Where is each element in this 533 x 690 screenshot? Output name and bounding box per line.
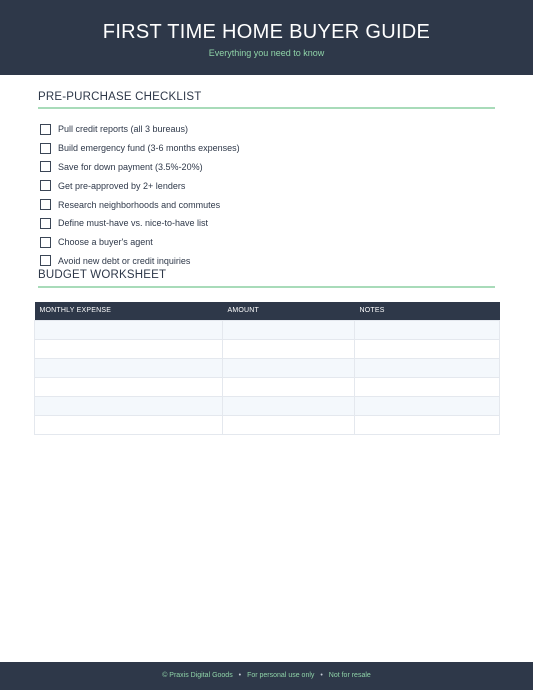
- notes-cell[interactable]: [355, 415, 500, 434]
- page-footer: [0, 662, 533, 690]
- amount-cell[interactable]: [223, 358, 355, 377]
- column-header-monthly-expense: MONTHLY EXPENSE: [35, 302, 223, 320]
- amount-cell[interactable]: [223, 396, 355, 415]
- page-subtitle: Everything you need to know: [208, 48, 325, 58]
- checklist-item[interactable]: [40, 233, 240, 252]
- table-row: [35, 415, 500, 434]
- expense-cell[interactable]: [35, 339, 223, 358]
- checklist-item-label: Get pre-approved by 2+ lenders: [58, 180, 186, 191]
- footer-resale-note: Not for resale: [328, 672, 371, 679]
- checklist-item[interactable]: [40, 176, 240, 195]
- checkbox-icon[interactable]: [40, 218, 51, 229]
- checklist-item-label: Define must-have vs. nice-to-have list: [58, 218, 209, 229]
- footer-usage-note: For personal use only: [247, 672, 315, 679]
- checklist-section-divider: [38, 107, 495, 109]
- notes-cell[interactable]: [355, 339, 500, 358]
- expense-cell[interactable]: [35, 396, 223, 415]
- checkbox-icon[interactable]: [40, 237, 51, 248]
- amount-cell[interactable]: [223, 339, 355, 358]
- checkbox-icon[interactable]: [40, 143, 51, 154]
- column-header-amount: AMOUNT: [223, 302, 355, 320]
- page-title: FIRST TIME HOME BUYER GUIDE: [102, 21, 431, 43]
- amount-cell[interactable]: [223, 320, 355, 339]
- footer-separator: •: [238, 672, 242, 679]
- notes-cell[interactable]: [355, 396, 500, 415]
- checklist-section-title: PRE-PURCHASE CHECKLIST: [38, 91, 202, 103]
- expense-cell[interactable]: [35, 358, 223, 377]
- budget-worksheet-table: [34, 302, 500, 435]
- table-row: [35, 358, 500, 377]
- page-header: [0, 0, 533, 75]
- checklist-item[interactable]: [40, 252, 240, 271]
- footer-separator: •: [320, 672, 323, 679]
- table-row: [35, 339, 500, 358]
- checklist-item-label: Choose a buyer's agent: [58, 237, 153, 248]
- checklist-item-label: Save for down payment (3.5%-20%): [58, 161, 203, 172]
- expense-cell[interactable]: [35, 320, 223, 339]
- amount-cell[interactable]: [223, 377, 355, 396]
- checklist-item-label: Avoid new debt or credit inquiries: [58, 255, 191, 266]
- table-header-row: [35, 302, 500, 320]
- checkbox-icon[interactable]: [40, 199, 51, 210]
- checklist-item[interactable]: [40, 139, 240, 158]
- checkbox-icon[interactable]: [40, 161, 51, 172]
- column-header-notes: NOTES: [355, 302, 500, 320]
- budget-section-title: BUDGET WORKSHEET: [38, 269, 167, 281]
- checklist-item[interactable]: [40, 158, 240, 177]
- expense-cell[interactable]: [35, 377, 223, 396]
- checkbox-icon[interactable]: [40, 255, 51, 266]
- table-row: [35, 377, 500, 396]
- notes-cell[interactable]: [355, 358, 500, 377]
- checkbox-icon[interactable]: [40, 124, 51, 135]
- notes-cell[interactable]: [355, 320, 500, 339]
- footer-brand: © Praxis Digital Goods: [162, 672, 233, 679]
- table-row: [35, 396, 500, 415]
- notes-cell[interactable]: [355, 377, 500, 396]
- checklist-item[interactable]: [40, 195, 240, 214]
- checklist-item[interactable]: [40, 120, 240, 139]
- budget-section-divider: [38, 286, 495, 288]
- checklist-item-label: Pull credit reports (all 3 bureaus): [58, 124, 189, 135]
- pre-purchase-checklist: [40, 120, 240, 270]
- checklist-item-label: Research neighborhoods and commutes: [58, 199, 221, 210]
- amount-cell[interactable]: [223, 415, 355, 434]
- checkbox-icon[interactable]: [40, 180, 51, 191]
- checklist-item-label: Build emergency fund (3-6 months expenses): [58, 143, 240, 154]
- checklist-item[interactable]: [40, 214, 240, 233]
- expense-cell[interactable]: [35, 415, 223, 434]
- table-row: [35, 320, 500, 339]
